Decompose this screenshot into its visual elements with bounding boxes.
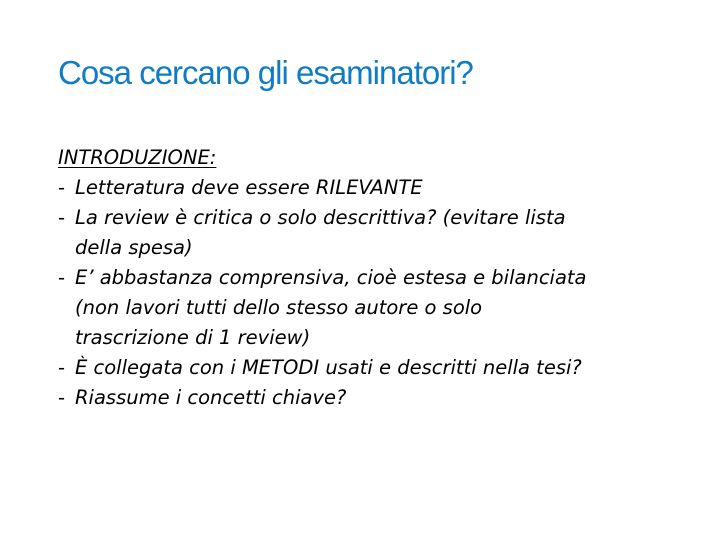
slide-title: Cosa cercano gli esaminatori? <box>58 54 473 91</box>
bullet-line: Letteratura deve essere RILEVANTE <box>75 176 423 199</box>
bullet-line: E’ abbastanza comprensiva, cioè estesa e bilanciata <box>75 266 587 289</box>
bullet-list <box>58 173 698 413</box>
bullet-dash: - <box>58 356 66 379</box>
bullet-line: Riassume i concetti chiave? <box>75 386 347 409</box>
section-heading: INTRODUZIONE: <box>58 146 217 169</box>
bullet-line: La review è critica o solo descrittiva? (evitare lista <box>75 206 566 229</box>
bullet-line: È collegata con i METODI usati e descritti nella tesi? <box>75 356 582 379</box>
bullet-line: trascrizione di 1 review) <box>75 326 311 349</box>
bullet-dash: - <box>58 266 66 289</box>
bullet-line: della spesa) <box>75 236 193 259</box>
slide-body <box>58 143 698 413</box>
bullet-dash: - <box>58 206 66 229</box>
bullet-line: (non lavori tutti dello stesso autore o solo <box>75 296 483 319</box>
bullet-item <box>58 353 698 383</box>
bullet-dash: - <box>58 386 66 409</box>
bullet-dash: - <box>58 176 66 199</box>
bullet-item <box>58 263 698 353</box>
bullet-item <box>58 173 698 203</box>
bullet-item <box>58 383 698 413</box>
bullet-item <box>58 203 698 263</box>
